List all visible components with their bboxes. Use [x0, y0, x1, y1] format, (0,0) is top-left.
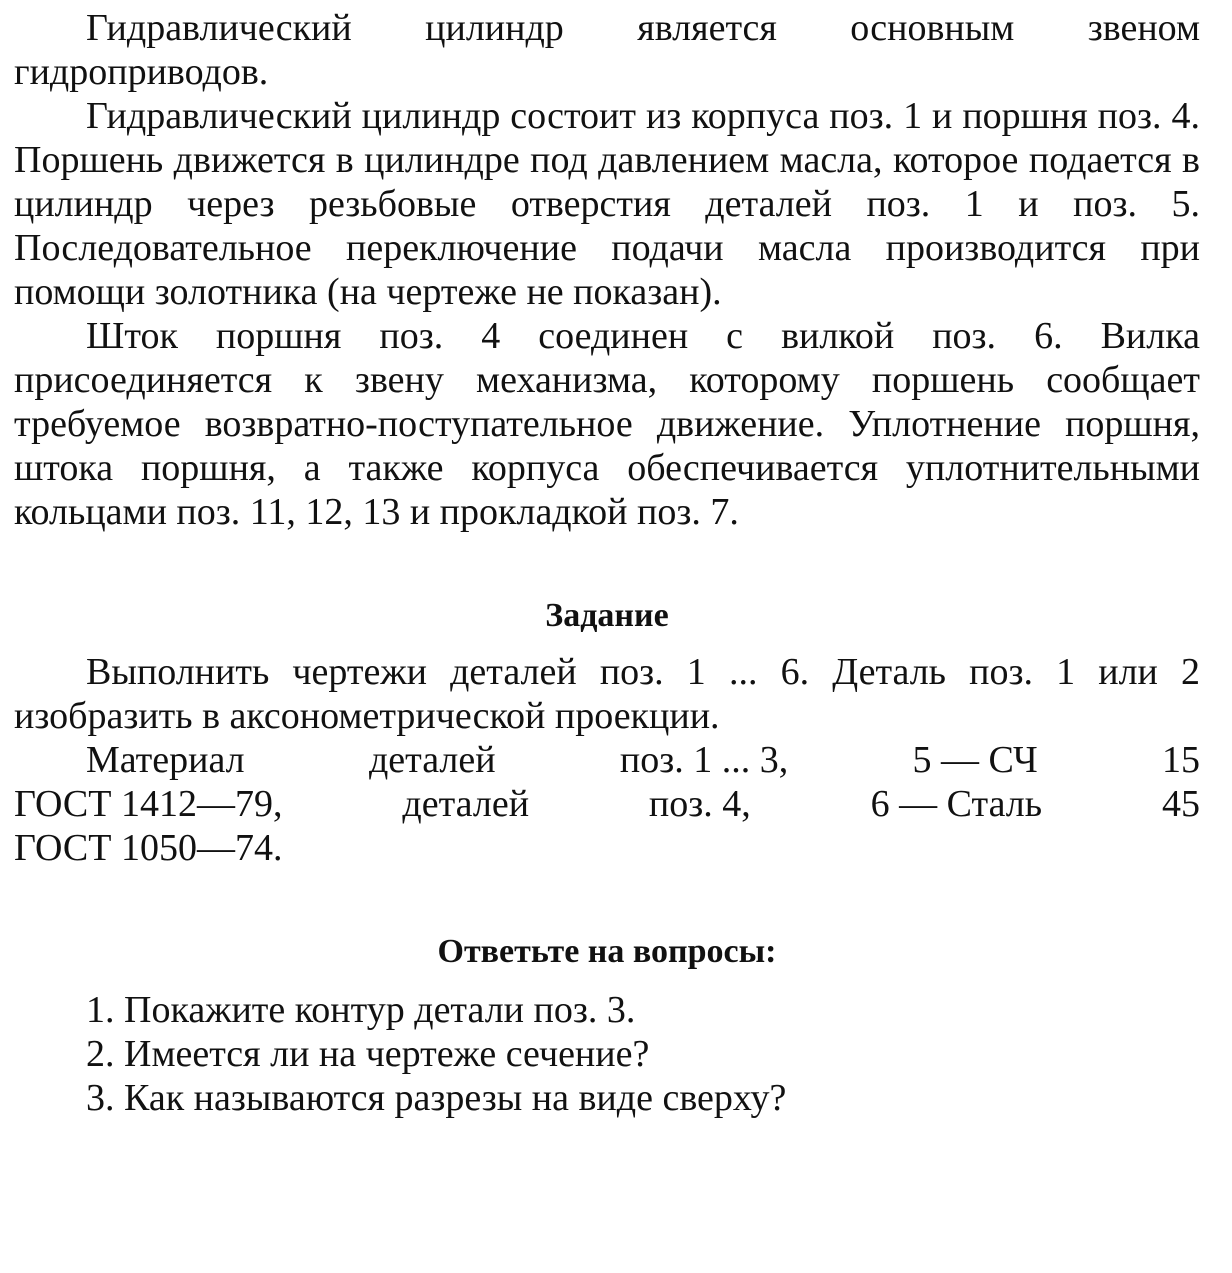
material-line-2-part: ГОСТ 1412—79,: [14, 783, 283, 825]
material-line-1-part: 15: [1161, 739, 1200, 781]
task-paragraph: Выполнить чертежи деталей поз. 1 ... 6. Деталь поз. 1 или 2 изобразить в аксонометрической проекции.: [14, 651, 1200, 737]
document-page: [14, 6, 1200, 1120]
material-line-2: [14, 782, 1200, 826]
material-line-2-part: поз. 4,: [648, 783, 751, 825]
questions-list: [14, 988, 1200, 1120]
material-line-1-part: 5 — СЧ: [912, 739, 1038, 781]
material-line-2-part: 45: [1161, 783, 1200, 825]
material-line-2-part: 6 — Сталь: [870, 783, 1043, 825]
task-heading: Задание: [545, 597, 669, 634]
intro-paragraph-1: Гидравлический цилиндр является основным звеном гидроприводов.: [14, 7, 1200, 93]
material-line-1-part: поз. 1 ... 3,: [619, 739, 789, 781]
questions-heading: Ответьте на вопросы:: [437, 933, 777, 970]
material-line-1: [14, 738, 1200, 782]
question-item: 3. Как называются разрезы на виде сверху?: [86, 1077, 787, 1119]
question-item: 2. Имеется ли на чертеже сечение?: [86, 1033, 650, 1075]
intro-paragraph-3: Шток поршня поз. 4 соединен с вилкой поз. 6. Вилка присоединяется к звену механизма, которому поршень сообщает требуемое возвратно-поступательное движение. Уплотнение поршня, штока поршня, а также корпуса обеспечивается уплотнительными кольцами поз. 11, 12, 13 и прокладкой поз. 7.: [14, 315, 1200, 533]
intro-paragraph-2: Гидравлический цилиндр состоит из корпуса поз. 1 и поршня поз. 4. Поршень движется в цилиндре под давлением масла, которое подается в цилиндр через резьбовые отверстия деталей поз. 1 и поз. 5. Последовательное переключение подачи масла производится при помощи золотника (на чертеже не показан).: [14, 95, 1200, 313]
material-line-1-part: Материал: [86, 739, 245, 781]
material-line-3: ГОСТ 1050—74.: [14, 827, 283, 869]
question-item: 1. Покажите контур детали поз. 3.: [86, 989, 636, 1031]
material-line-2-part: деталей: [402, 783, 530, 825]
material-line-1-part: деталей: [368, 739, 496, 781]
